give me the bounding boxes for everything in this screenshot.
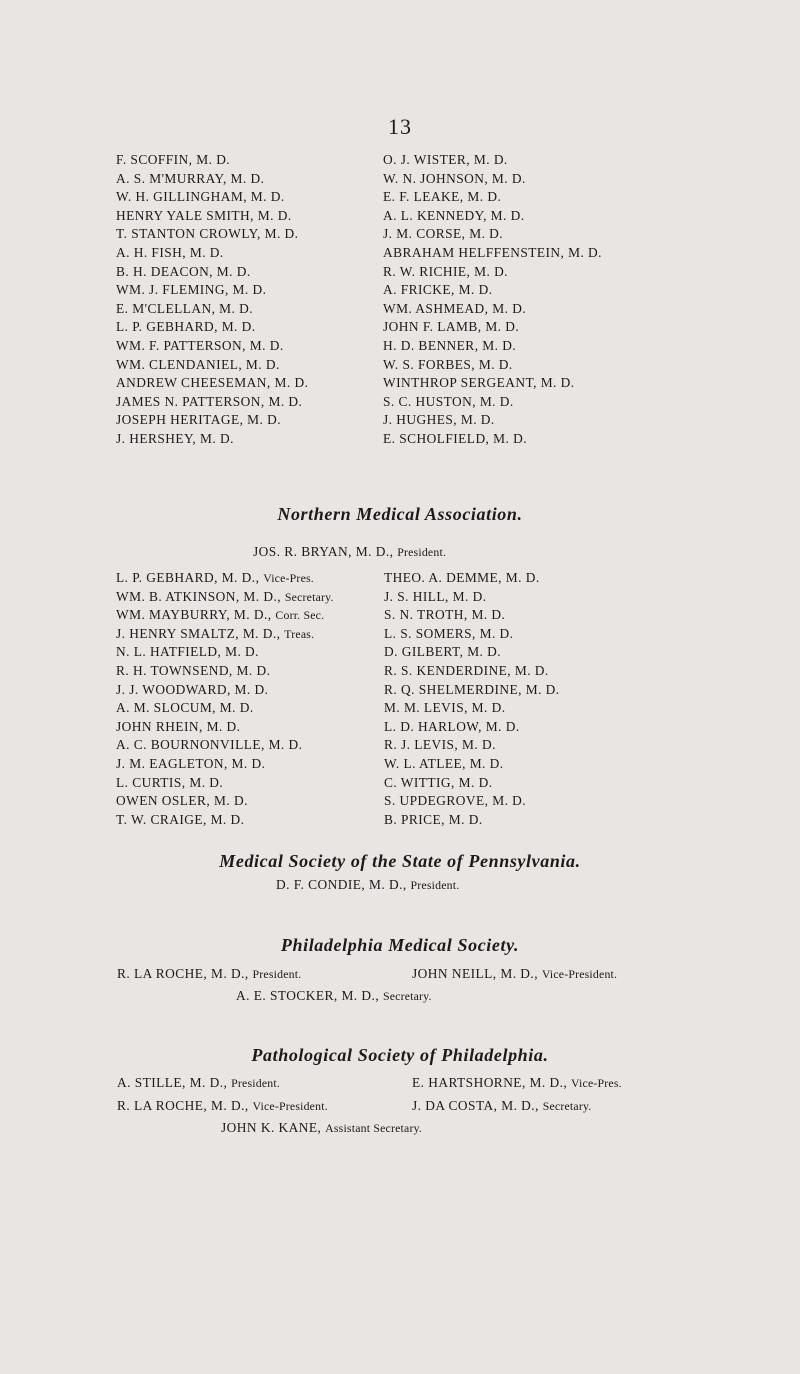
officer-title: Secretary. (382, 989, 432, 1003)
list-item: HENRY YALE SMITH, M. D. (116, 207, 292, 223)
list-item: E. M'CLELLAN, M. D. (116, 300, 254, 316)
list-item: M. M. LEVIS, M. D. (384, 700, 506, 716)
list-item: J. M. CORSE, M. D. (383, 226, 504, 242)
list-item: J. J. WOODWARD, M. D. (116, 681, 269, 697)
list-item: J. HENRY SMALTZ, M. D., Treas. (116, 625, 315, 641)
list-item: N. L. HATFIELD, M. D. (116, 644, 259, 660)
list-item: WM. J. FLEMING, M. D. (116, 282, 267, 298)
list-item: B. PRICE, M. D. (384, 811, 483, 827)
philadelphia-president (117, 966, 301, 982)
officer-title: President. (231, 1076, 280, 1090)
list-item: ABRAHAM HELFFENSTEIN, M. D. (383, 244, 602, 260)
list-item: WM. ASHMEAD, M. D. (383, 300, 527, 316)
pathological-secretary (412, 1098, 591, 1114)
list-item: W. L. ATLEE, M. D. (384, 755, 504, 771)
list-item: WM. B. ATKINSON, M. D., Secretary. (116, 588, 334, 604)
officer-name: A. E. STOCKER, M. D., (236, 988, 380, 1003)
philadelphia-vice-president (412, 966, 617, 982)
list-item: L. P. GEBHARD, M. D. (116, 319, 256, 335)
list-item: S. C. HUSTON, M. D. (383, 393, 514, 409)
officer-title: Vice-Pres. (571, 1076, 622, 1090)
list-item: E. SCHOLFIELD, M. D. (383, 430, 528, 446)
officer-title: President. (397, 545, 447, 559)
officer-name: R. LA ROCHE, M. D., (117, 966, 249, 981)
officer-name: E. HARTSHORNE, M. D., (412, 1075, 568, 1090)
officer-name: D. F. CONDIE, M. D., (276, 877, 407, 892)
list-item: C. WITTIG, M. D. (384, 774, 493, 790)
list-item: A. H. FISH, M. D. (116, 244, 224, 260)
list-item: R. W. RICHIE, M. D. (383, 263, 508, 279)
officer-title: Assistant Secretary. (325, 1121, 423, 1135)
officer-name: J. DA COSTA, M. D., (412, 1098, 539, 1113)
list-item: A. C. BOURNONVILLE, M. D. (116, 737, 303, 753)
list-item: J. M. EAGLETON, M. D. (116, 755, 266, 771)
pathological-assistant-secretary (221, 1120, 422, 1136)
officer-title: Vice-President. (252, 1099, 328, 1113)
list-item: R. J. LEVIS, M. D. (384, 737, 496, 753)
northern-list-left (116, 569, 334, 829)
list-item: WINTHROP SERGEANT, M. D. (383, 375, 575, 391)
officer-name: JOHN NEILL, M. D., (412, 966, 539, 981)
list-item: A. S. M'MURRAY, M. D. (116, 170, 265, 186)
list-item: L. S. SOMERS, M. D. (384, 625, 514, 641)
list-item: S. N. TROTH, M. D. (384, 607, 506, 623)
list-item: OWEN OSLER, M. D. (116, 793, 248, 809)
list-item: B. H. DEACON, M. D. (116, 263, 251, 279)
list-item: THEO. A. DEMME, M. D. (384, 570, 540, 585)
list-item: ANDREW CHEESEMAN, M. D. (116, 375, 309, 391)
officer-title: President. (410, 878, 460, 892)
list-item: L. D. HARLOW, M. D. (384, 718, 520, 734)
philadelphia-society-heading: Philadelphia Medical Society. (280, 935, 520, 955)
list-item: WM. CLENDANIEL, M. D. (116, 356, 280, 372)
list-item: T. STANTON CROWLY, M. D. (116, 226, 299, 242)
list-item: E. F. LEAKE, M. D. (383, 189, 502, 205)
list-item: S. UPDEGROVE, M. D. (384, 793, 527, 809)
pathological-president (117, 1075, 280, 1091)
list-item: R. Q. SHELMERDINE, M. D. (384, 681, 560, 697)
list-item: JAMES N. PATTERSON, M. D. (116, 393, 303, 409)
list-item: JOSEPH HERITAGE, M. D. (116, 412, 282, 428)
upper-list-right (383, 151, 602, 449)
page-number: 13 (388, 114, 412, 139)
state-society-heading: Medical Society of the State of Pennsylvania. (219, 851, 581, 871)
list-item: W. S. FORBES, M. D. (383, 356, 513, 372)
list-item: J. S. HILL, M. D. (384, 588, 487, 604)
list-item: W. N. JOHNSON, M. D. (383, 170, 526, 186)
list-item: WM. MAYBURRY, M. D., Corr. Sec. (116, 607, 325, 623)
list-item: J. HERSHEY, M. D. (116, 430, 234, 446)
list-item: R. H. TOWNSEND, M. D. (116, 662, 271, 678)
list-item: H. D. BENNER, M. D. (383, 337, 517, 353)
list-item: L. P. GEBHARD, M. D., Vice-Pres. (116, 570, 314, 585)
officer-name: JOHN K. KANE, (221, 1120, 322, 1135)
officer-name: A. STILLE, M. D., (117, 1075, 228, 1090)
list-item: A. M. SLOCUM, M. D. (116, 700, 254, 716)
officer-name: R. LA ROCHE, M. D., (117, 1098, 249, 1113)
northern-heading: Northern Medical Association. (277, 504, 523, 524)
list-item: WM. F. PATTERSON, M. D. (116, 337, 284, 353)
list-item: JOHN F. LAMB, M. D. (383, 319, 520, 335)
list-item: L. CURTIS, M. D. (116, 774, 224, 790)
officer-title: Vice-President. (541, 967, 618, 981)
officer-title: President. (252, 967, 302, 981)
list-item: O. J. WISTER, M. D. (383, 152, 508, 167)
list-item: F. SCOFFIN, M. D. (116, 152, 231, 167)
state-society-president (276, 877, 459, 893)
list-item: R. S. KENDERDINE, M. D. (384, 662, 549, 678)
officer-name: JOS. R. BRYAN, M. D., (253, 544, 394, 559)
upper-list-left (116, 151, 308, 449)
pathological-society-heading: Pathological Society of Philadelphia. (251, 1045, 549, 1065)
pathological-vice-president-1 (412, 1075, 622, 1091)
list-item: A. L. KENNEDY, M. D. (383, 207, 525, 223)
list-item: W. H. GILLINGHAM, M. D. (116, 189, 285, 205)
northern-president (253, 544, 446, 560)
list-item: J. HUGHES, M. D. (383, 412, 495, 428)
list-item: JOHN RHEIN, M. D. (116, 718, 241, 734)
northern-list-right (384, 569, 560, 829)
pathological-vice-president-2 (117, 1098, 328, 1114)
list-item: A. FRICKE, M. D. (383, 282, 493, 298)
officer-title: Secretary. (542, 1099, 592, 1113)
list-item: D. GILBERT, M. D. (384, 644, 502, 660)
philadelphia-secretary (236, 988, 432, 1004)
list-item: T. W. CRAIGE, M. D. (116, 811, 245, 827)
